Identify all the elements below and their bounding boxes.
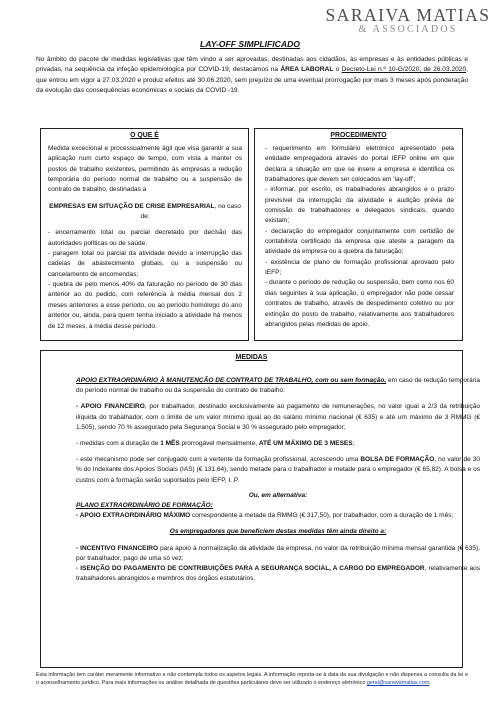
que-e-item: - paragem total ou parcial da atividade devido a interrupção das cadeias de abastecimento globais, ou a suspensão ou cancelamento de encomendas; xyxy=(48,250,242,278)
bolsa-start: - este mecanismo pode ser conjugado com a vertente da formação profissional, acrescendo uma xyxy=(76,456,361,464)
bolsa-paragraph xyxy=(76,455,480,486)
plano-paragraph xyxy=(76,511,480,521)
plano-heading: PLANO EXTRAORDINÁRIO DE FORMAÇÃO: xyxy=(76,502,213,510)
bolsa-formacao-label: BOLSA DE FORMAÇÃO xyxy=(360,456,435,464)
apoio-financeiro-label: - APOIO FINANCEIRO xyxy=(76,403,145,411)
apoio-heading-end: em caso de redução temporária do período normal de trabalho ou da suspensão do contrato de trabalho: xyxy=(76,377,480,395)
footer-email-link[interactable]: geral@saraivamatias.com xyxy=(366,679,430,686)
footer-end: . xyxy=(429,679,431,686)
procedimento-item: - existência de plano de formação profissional aprovado pelo IEFP; xyxy=(265,258,454,277)
medidas-body xyxy=(76,376,480,584)
apoio-financeiro-paragraph xyxy=(76,402,480,433)
apoio-financeiro-text: , por trabalhador, destinado exclusivamente ao pagamento de remunerações, no valor igual a 2/3 da retribuição ilíquida do trabalhador, com o limite de um valor mínimo igual ao do salário mínimo nacional (€ 635) e até um máximo de 3 RMMG (€ 1.505), sendo 70 % assegurado pela Segurança Social e 30 % assegurado pelo empregador; xyxy=(76,403,480,431)
bolsa-end: , no valor de 30 % do Indexante dos Apoios Sociais (IAS) (€ 131,64), sendo metade para o trabalhador e metade para o empregador (€ 65,82). A bolsa e os custos com a formação serão suportados pelo IEFP, I. P. xyxy=(76,456,480,484)
incentivo-text: para apoio à normalização da atividade da empresa, no valor da retribuição mínima mensal garantida (€ 635), por trabalhador, pago de uma só vez; xyxy=(76,544,480,562)
intro-text-mid: o xyxy=(333,66,342,74)
medidas-title: MEDIDAS xyxy=(235,354,268,361)
procedimento-box xyxy=(254,128,463,341)
empresas-crise-label: EMPRESAS EM SITUAÇÃO DE CRISE EMPRESARIAL xyxy=(49,202,215,210)
duracao-paragraph xyxy=(76,439,480,449)
procedimento-title: PROCEDIMENTO xyxy=(330,132,387,139)
decree-link[interactable]: Decreto-Lei n.º 10-G/2020, de 26.03.2020 xyxy=(341,66,467,74)
duracao-1-mes: 1 MÊS xyxy=(160,440,180,448)
intro-text: No âmbito do pacote de medidas legislativas que têm vindo a ser aprovadas, destinadas aos cidadãos, às empresas e às entidades públicas e privadas, na sequência da infeção epidemiológica por COVID-19, destacamos na xyxy=(36,56,468,74)
duracao-mid: prorrogável mensalmente, xyxy=(179,440,259,448)
incentivo-label: - INCENTIVO FINANCEIRO xyxy=(76,544,159,552)
isencao-paragraph xyxy=(76,564,480,584)
empregadores-heading: Os empregadores que beneficiem destas medidas têm ainda direito a: xyxy=(169,528,387,536)
plano-text: correspondente a metade da RMMG (€ 317,50), por trabalhador, com a duração de 1 mês; xyxy=(190,512,454,520)
duracao-start: - medidas com a duração de xyxy=(76,440,161,448)
alternativa-label: Ou, em alternativa: xyxy=(248,491,308,499)
isencao-text: , relativamente aos trabalhadores abrangidos e membros dos órgãos estatutários. xyxy=(76,565,480,583)
que-e-target xyxy=(48,202,242,223)
que-e-title: O QUE É xyxy=(130,132,159,139)
que-e-item: - encerramento total ou parcial decretado por decisão das autoridades políticas ou de saúde; xyxy=(48,229,242,247)
duracao-maximo: ATÉ UM MÁXIMO DE 3 MESES xyxy=(258,440,353,448)
incentivo-paragraph xyxy=(76,544,480,564)
footer-text: Esta informação tem caráter meramente informativo e não contempla todos os aspetos legais. A informação reporta-se à data da sua divulgação e não dispensa a consulta da lei e o aconselhamento jurídico. Para mais informações ou análise detalhada de questões particulares deve ser utilizado o endereço eletrónico xyxy=(36,672,468,686)
intro-paragraph xyxy=(36,55,468,96)
plano-apoio-label: - APOIO EXTRAORDINÁRIO MÁXIMO xyxy=(76,512,191,520)
intro-text-end: , que entrou em vigor a 27.03.2020 e produz efeitos até 30.06.2020, sem prejuízo de uma eventual prorrogação por mais 3 meses após ponderação da evolução das consequências económicas e sociais da COVID -19. xyxy=(36,66,468,94)
apoio-heading: APOIO EXTRAORDINÁRIO À MANUTENÇÃO DE CONTRATO DE TRABALHO, com ou sem formação, xyxy=(76,377,387,384)
company-logo xyxy=(322,6,494,35)
procedimento-item: - requerimento em formulário eletrónico apresentado pela entidade empregadora através do portal IEFP online em que declara a situação em que se insere a empresa e identifica os trabalhadores que devem ser colocados em 'lay-off'; xyxy=(265,145,454,184)
que-e-target-end: , no caso de: xyxy=(140,202,241,221)
procedimento-item: - durante o período de redução ou suspensão, bem como nos 60 dias seguintes à sua aplicação, o empregador não pode cessar contratos de trabalho, através de despedimento coletivo ou por extinção do posto de trabalho, relativamente aos trabalhadores abrangidos pelas medidas de apoio. xyxy=(265,279,454,328)
logo-name: SARAIVA MATIAS xyxy=(325,5,491,25)
que-e-box xyxy=(40,128,249,341)
apoio-heading-paragraph xyxy=(76,376,480,396)
intro-area-laboral: ÁREA LABORAL xyxy=(280,66,334,74)
procedimento-item: - informar, por escrito, os trabalhadores abrangidos e o prazo previsível da interrupção da atividade e audição prévia de comissão de trabalhadores e delegados sindicais, quando existam; xyxy=(265,186,454,225)
que-e-description: Medida excecional e processualmente ágil que visa garantir a sua aplicação num curto espaço de tempo, com vista a manter os postos de trabalho existentes, permitindo às empresas a redução temporária do período normal de trabalho ou a suspensão de contrato de trabalho, destinadas a xyxy=(48,145,242,194)
footer-disclaimer xyxy=(36,672,468,688)
page-title: LAY-OFF SIMPLIFICADO xyxy=(200,39,300,49)
logo-subtitle: & ASSOCIADOS xyxy=(358,24,458,35)
que-e-item: - quebra de pelo menos 40% da faturação no período de 30 dias anterior ao do pedido, com referência à média mensal dos 2 meses anteriores a esse período, ou ao período homólogo do ano anterior ou, ainda, para quem tenha iniciado a atividade há menos de 12 meses, à média desse período. xyxy=(48,281,242,330)
procedimento-item: - declaração do empregador conjuntamente com certidão de contabilista certificado da empresa que ateste a paragem da atividade da empresa ou a quebra da faturação; xyxy=(265,227,454,256)
isencao-label: - ISENÇÃO DO PAGAMENTO DE CONTRIBUIÇÕES PARA A SEGURANÇA SOCIAL, A CARGO DO EMPREGADOR xyxy=(76,565,425,573)
duracao-end: ; xyxy=(352,440,355,448)
